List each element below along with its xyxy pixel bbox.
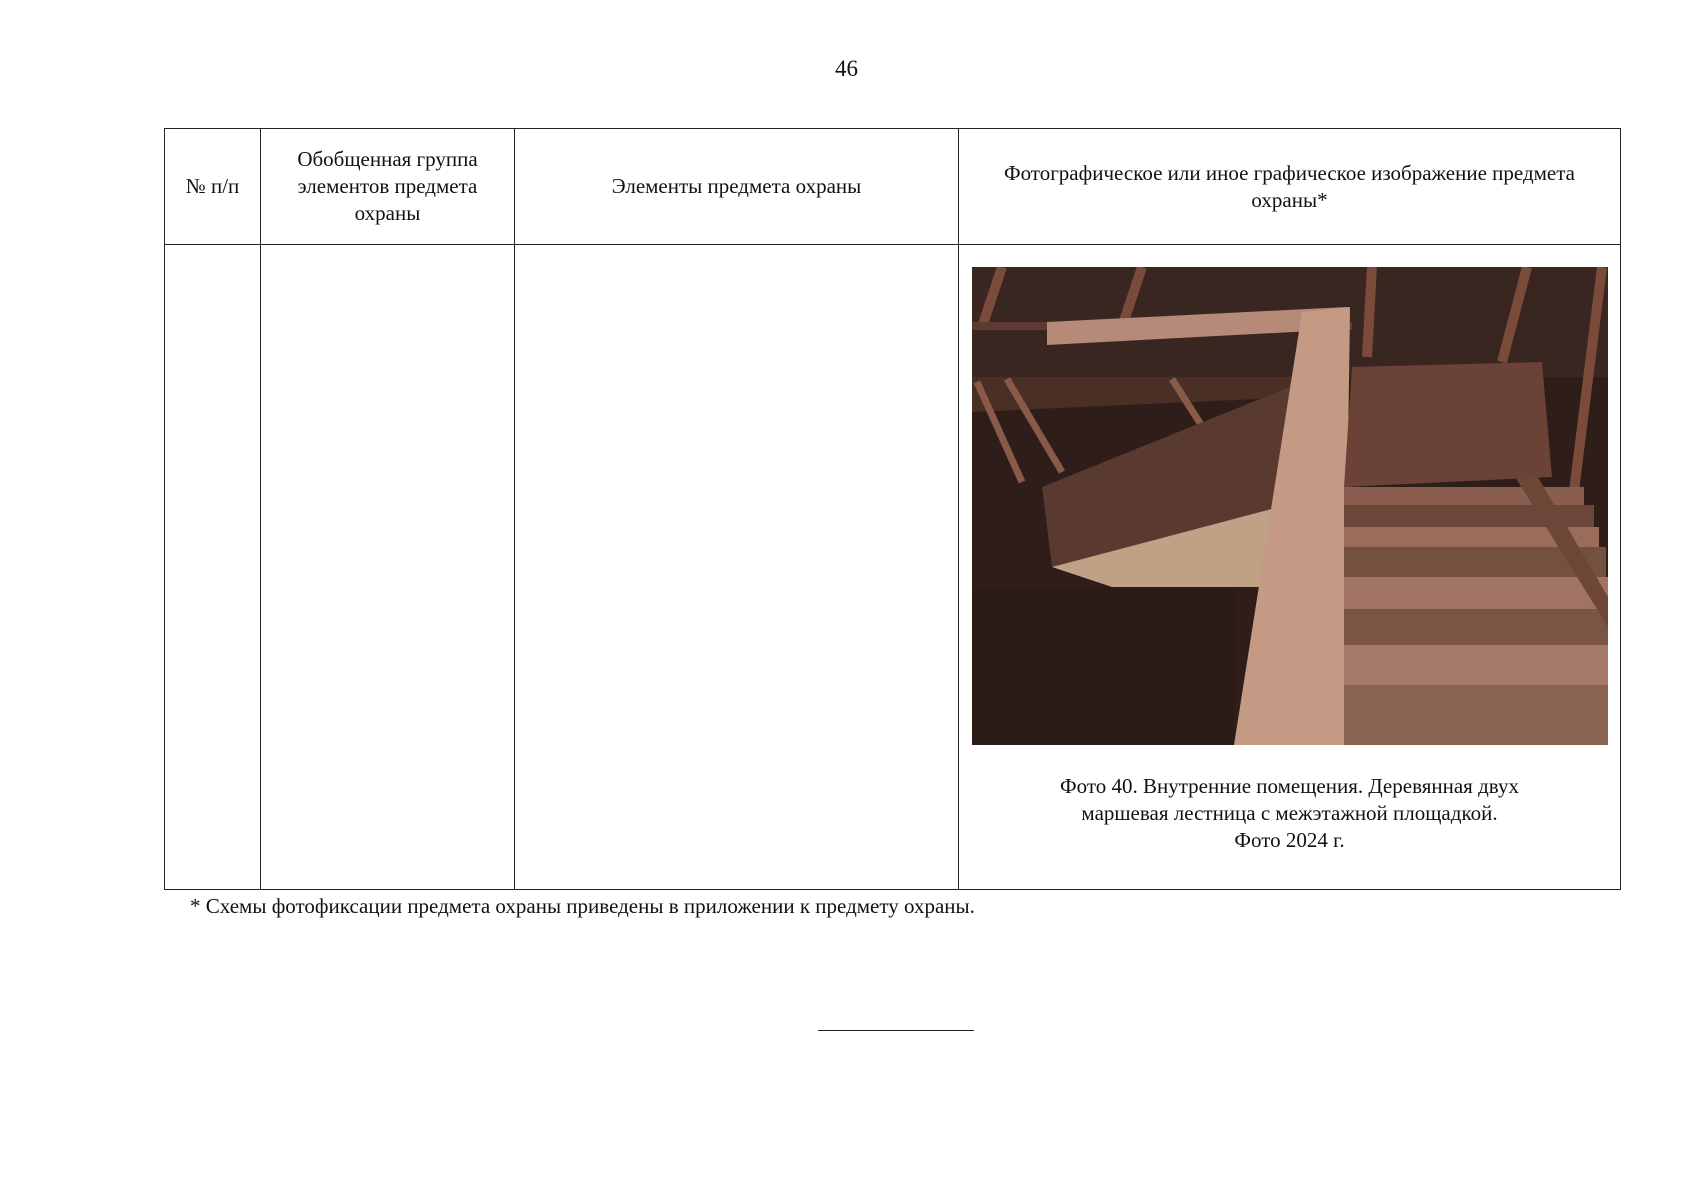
end-rule bbox=[818, 1030, 974, 1031]
cell-num bbox=[165, 245, 261, 890]
staircase-photo bbox=[972, 267, 1608, 745]
header-elements: Элементы предмета охраны bbox=[515, 129, 959, 245]
caption-line: Фото 40. Внутренние помещения. Деревянная двух bbox=[1060, 774, 1519, 798]
header-group: Обобщенная группа элементов предмета охраны bbox=[261, 129, 515, 245]
cell-elements bbox=[515, 245, 959, 890]
table-header-row bbox=[165, 129, 1621, 245]
footnote: * Схемы фотофиксации предмета охраны приведены в приложении к предмету охраны. bbox=[190, 894, 975, 918]
caption-line: Фото 2024 г. bbox=[1234, 828, 1345, 852]
cell-image bbox=[959, 245, 1621, 890]
caption-line: маршевая лестница с межэтажной площадкой. bbox=[1081, 801, 1498, 825]
page-number: 46 bbox=[835, 56, 858, 81]
photo-caption bbox=[959, 773, 1620, 854]
header-num: № п/п bbox=[165, 129, 261, 245]
cell-group bbox=[261, 245, 515, 890]
header-image: Фотографическое или иное графическое изображение предмета охраны* bbox=[959, 129, 1621, 245]
protection-table bbox=[164, 128, 1621, 890]
table-row bbox=[165, 245, 1621, 890]
staircase-photo-illustration bbox=[972, 267, 1608, 745]
